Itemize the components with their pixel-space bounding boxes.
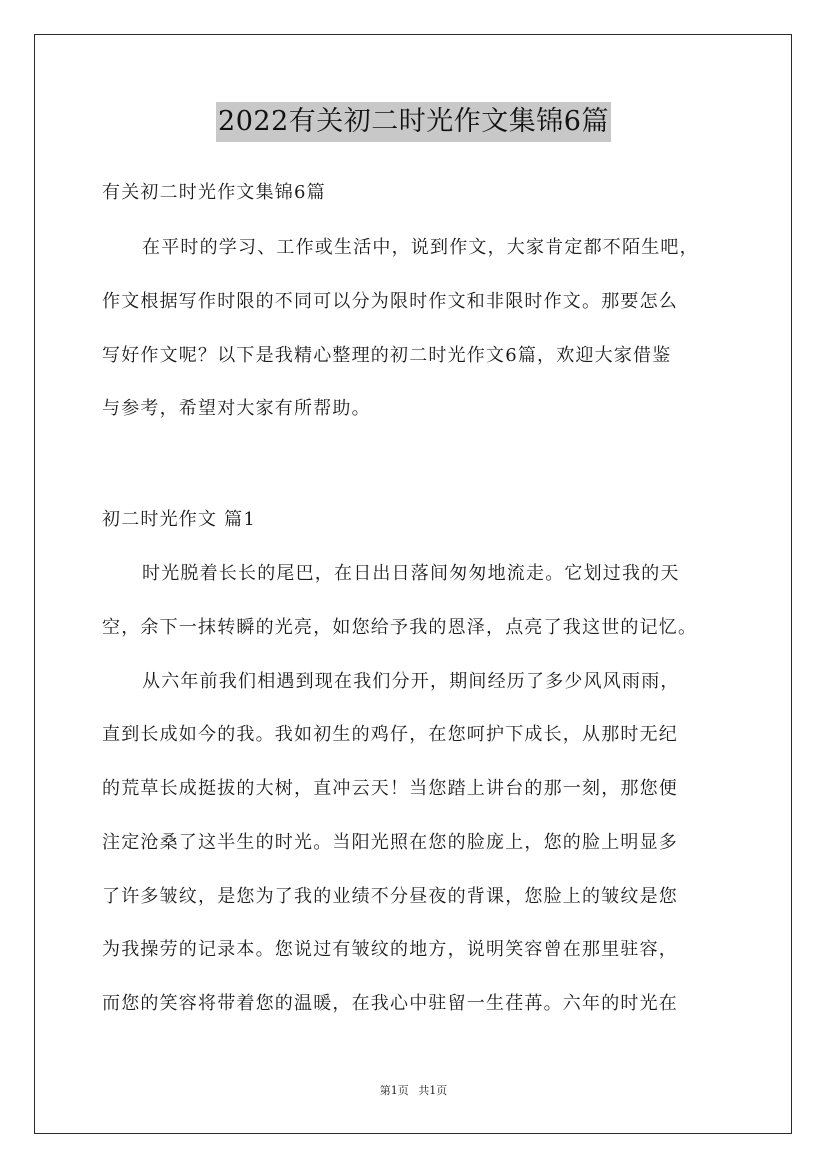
paragraph-line: 作文根据写作时限的不同可以分为限时作文和非限时作文。那要怎么: [102, 291, 678, 312]
paragraph-line: 空，余下一抹转瞬的光亮，如您给予我的恩泽，点亮了我这世的记忆。: [102, 617, 698, 638]
section-heading: 初二时光作文 篇1: [102, 509, 256, 530]
title-container: [0, 102, 827, 142]
paragraph-line: 在平时的学习、工作或生活中，说到作文，大家肯定都不陌生吧，: [142, 237, 699, 258]
paragraph-line: 写好作文呢？以下是我精心整理的初二时光作文6篇，欢迎大家借鉴: [102, 345, 672, 366]
paragraph-line: 与参考，希望对大家有所帮助。: [102, 398, 371, 419]
paragraph-line: 的荒草长成挺拔的大树，直冲云天！当您踏上讲台的那一刻，那您便: [102, 778, 678, 799]
page-total: 共1页: [418, 1084, 448, 1097]
paragraph-line: 直到长成如今的我。我如初生的鸡仔，在您呵护下成长，从那时无纪: [102, 724, 678, 745]
document-subtitle: 有关初二时光作文集锦6篇: [102, 182, 326, 203]
paragraph-line: 注定沧桑了这半生的时光。当阳光照在您的脸庞上，您的脸上明显多: [102, 832, 678, 853]
paragraph-line: 为我操劳的记录本。您说过有皱纹的地方，说明笑容曾在那里驻容，: [102, 939, 678, 960]
paragraph-line: 而您的笑容将带着您的温暖，在我心中驻留一生荏苒。六年的时光在: [102, 993, 678, 1014]
page-number: 第1页: [379, 1084, 409, 1097]
paragraph-line: 从六年前我们相遇到现在我们分开，期间经历了多少风风雨雨，: [142, 671, 680, 692]
paragraph-line: 了许多皱纹，是您为了我的业绩不分昼夜的背课，您脸上的皱纹是您: [102, 886, 678, 907]
page-footer: [0, 1082, 827, 1098]
document-title: 2022有关初二时光作文集锦6篇: [216, 102, 611, 142]
paragraph-line: 时光脱着长长的尾巴，在日出日落间匆匆地流走。它划过我的天: [142, 563, 680, 584]
